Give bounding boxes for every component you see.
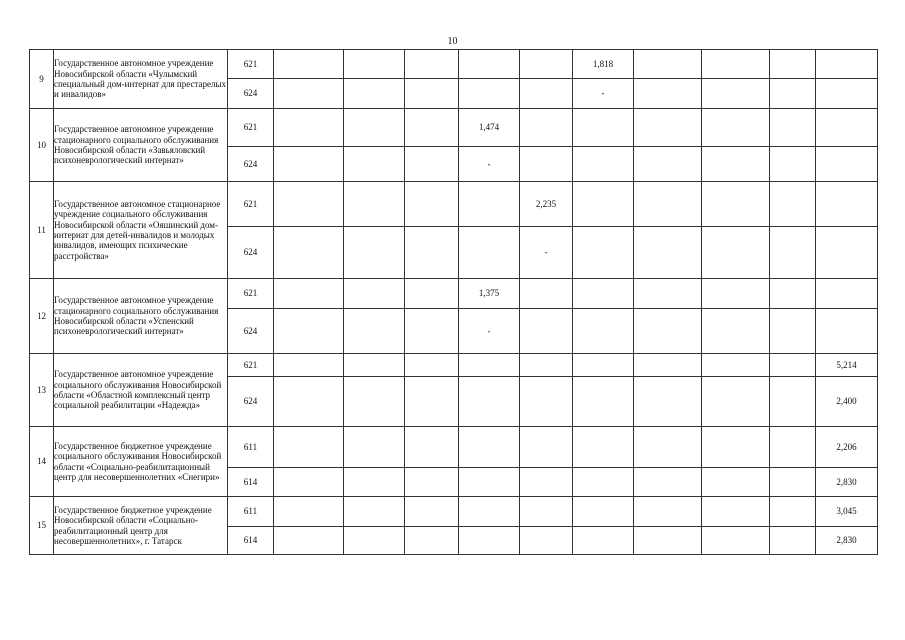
value-cell [459,227,520,279]
value-cell [702,468,770,497]
value-cell [634,468,702,497]
value-cell: 3,045 [816,497,878,527]
value-cell [702,377,770,427]
value-cell [459,468,520,497]
row-number: 12 [30,279,54,354]
value-cell [405,497,459,527]
value-cell [274,182,344,227]
value-cell [573,182,634,227]
value-cell: 2,206 [816,427,878,468]
value-cell: - [459,309,520,354]
value-cell [520,309,573,354]
value-cell [702,182,770,227]
expense-code: 624 [228,79,274,109]
value-cell [274,109,344,147]
value-cell [274,79,344,109]
expense-code: 611 [228,497,274,527]
page-number: 10 [447,36,458,47]
row-number: 13 [30,354,54,427]
value-cell [634,427,702,468]
value-cell [344,147,405,182]
value-cell [520,279,573,309]
value-cell: 2,830 [816,527,878,555]
value-cell [816,147,878,182]
value-cell [344,527,405,555]
value-cell [770,468,816,497]
row-number: 9 [30,50,54,109]
value-cell [344,50,405,79]
row-number: 10 [30,109,54,182]
value-cell [573,427,634,468]
value-cell: - [573,79,634,109]
value-cell: - [520,227,573,279]
expense-code: 624 [228,227,274,279]
value-cell [634,50,702,79]
table-row [30,279,878,309]
row-number: 11 [30,182,54,279]
value-cell [770,497,816,527]
value-cell [702,527,770,555]
value-cell [405,427,459,468]
value-cell [770,109,816,147]
value-cell [702,79,770,109]
value-cell [770,50,816,79]
value-cell [702,497,770,527]
value-cell [573,109,634,147]
value-cell [702,309,770,354]
institution-name: Государственное автономное учреждение Новосибирской области «Чулымский специальный дом-интернат для престарелых и инвалидов» [54,50,228,109]
row-number: 15 [30,497,54,555]
value-cell [405,354,459,377]
table-row [30,182,878,227]
table-row [30,50,878,79]
value-cell [405,468,459,497]
value-cell [344,279,405,309]
value-cell: 1,375 [459,279,520,309]
expense-code: 611 [228,427,274,468]
value-cell [344,354,405,377]
table-row [30,109,878,147]
value-cell [770,377,816,427]
value-cell [274,50,344,79]
value-cell [634,182,702,227]
value-cell [274,497,344,527]
institution-name: Государственное бюджетное учреждение социального обслуживания Новосибирской области «Социально-реабилитационный центр для несовершеннолетних «Снегири» [54,427,228,497]
value-cell [459,497,520,527]
value-cell [459,50,520,79]
table-body [30,50,878,555]
value-cell [274,354,344,377]
value-cell [520,109,573,147]
value-cell [520,354,573,377]
value-cell [344,309,405,354]
value-cell [702,227,770,279]
value-cell [634,279,702,309]
value-cell [816,309,878,354]
value-cell [405,377,459,427]
value-cell [816,109,878,147]
value-cell [816,79,878,109]
value-cell: 1,818 [573,50,634,79]
value-cell [816,227,878,279]
value-cell [405,309,459,354]
value-cell [520,79,573,109]
value-cell [274,527,344,555]
value-cell [344,468,405,497]
row-number: 14 [30,427,54,497]
value-cell [573,309,634,354]
value-cell [573,147,634,182]
value-cell [344,227,405,279]
expense-code: 614 [228,527,274,555]
value-cell [634,227,702,279]
value-cell [573,527,634,555]
value-cell [520,497,573,527]
value-cell: 2,830 [816,468,878,497]
value-cell [405,147,459,182]
value-cell [274,468,344,497]
value-cell [520,147,573,182]
value-cell [770,79,816,109]
value-cell [770,147,816,182]
value-cell [702,354,770,377]
value-cell: 2,400 [816,377,878,427]
value-cell [274,377,344,427]
value-cell [274,309,344,354]
expense-code: 624 [228,377,274,427]
value-cell [344,109,405,147]
table-row [30,497,878,527]
value-cell [770,279,816,309]
institution-name: Государственное автономное учреждение социального обслуживания Новосибирской области «Областной комплексный центр социальной реабилитации «Надежда» [54,354,228,427]
value-cell [459,354,520,377]
value-cell [459,527,520,555]
value-cell [634,109,702,147]
value-cell: 2,235 [520,182,573,227]
expense-code: 624 [228,147,274,182]
funding-table [29,49,878,555]
value-cell [405,109,459,147]
value-cell [573,377,634,427]
value-cell [344,497,405,527]
value-cell [702,147,770,182]
institution-name: Государственное бюджетное учреждение Новосибирской области «Социально-реабилитационный центр для несовершеннолетних», г. Татарск [54,497,228,555]
table-row [30,427,878,468]
value-cell [634,354,702,377]
value-cell [459,79,520,109]
expense-code: 621 [228,279,274,309]
value-cell [459,427,520,468]
value-cell [344,79,405,109]
value-cell [520,50,573,79]
value-cell [702,279,770,309]
value-cell [344,377,405,427]
value-cell [770,527,816,555]
value-cell [459,182,520,227]
value-cell [274,427,344,468]
value-cell [520,427,573,468]
value-cell [770,227,816,279]
value-cell [405,527,459,555]
value-cell: 5,214 [816,354,878,377]
value-cell [520,527,573,555]
value-cell [702,427,770,468]
value-cell [816,50,878,79]
value-cell [770,354,816,377]
value-cell [702,109,770,147]
institution-name: Государственное автономное стационарное учреждение социального обслуживания Новосибирской области «Ояшинский дом-интернат для детей-инвалидов и молодых инвалидов, имеющих психические расстройства» [54,182,228,279]
value-cell [573,468,634,497]
value-cell [520,377,573,427]
institution-name: Государственное автономное учреждение стационарного социального обслуживания Новосибирской области «Завьяловский психоневрологический интернат» [54,109,228,182]
value-cell [770,427,816,468]
expense-code: 621 [228,109,274,147]
institution-name: Государственное автономное учреждение стационарного социального обслуживания Новосибирской области «Успенский психоневрологический интернат» [54,279,228,354]
value-cell [459,377,520,427]
value-cell [770,182,816,227]
expense-code: 624 [228,309,274,354]
value-cell [634,527,702,555]
value-cell [702,50,770,79]
value-cell [274,279,344,309]
value-cell [634,377,702,427]
value-cell [405,279,459,309]
value-cell [274,227,344,279]
value-cell [634,309,702,354]
expense-code: 621 [228,50,274,79]
expense-code: 621 [228,354,274,377]
value-cell [634,147,702,182]
value-cell [573,279,634,309]
value-cell [405,79,459,109]
value-cell [770,309,816,354]
value-cell [573,354,634,377]
value-cell [634,497,702,527]
value-cell [405,227,459,279]
value-cell: 1,474 [459,109,520,147]
value-cell [405,182,459,227]
value-cell [634,79,702,109]
value-cell [573,497,634,527]
value-cell [344,427,405,468]
value-cell [816,279,878,309]
value-cell [274,147,344,182]
value-cell [405,50,459,79]
table-row [30,354,878,377]
value-cell: - [459,147,520,182]
expense-code: 614 [228,468,274,497]
value-cell [816,182,878,227]
value-cell [573,227,634,279]
expense-code: 621 [228,182,274,227]
value-cell [520,468,573,497]
value-cell [344,182,405,227]
